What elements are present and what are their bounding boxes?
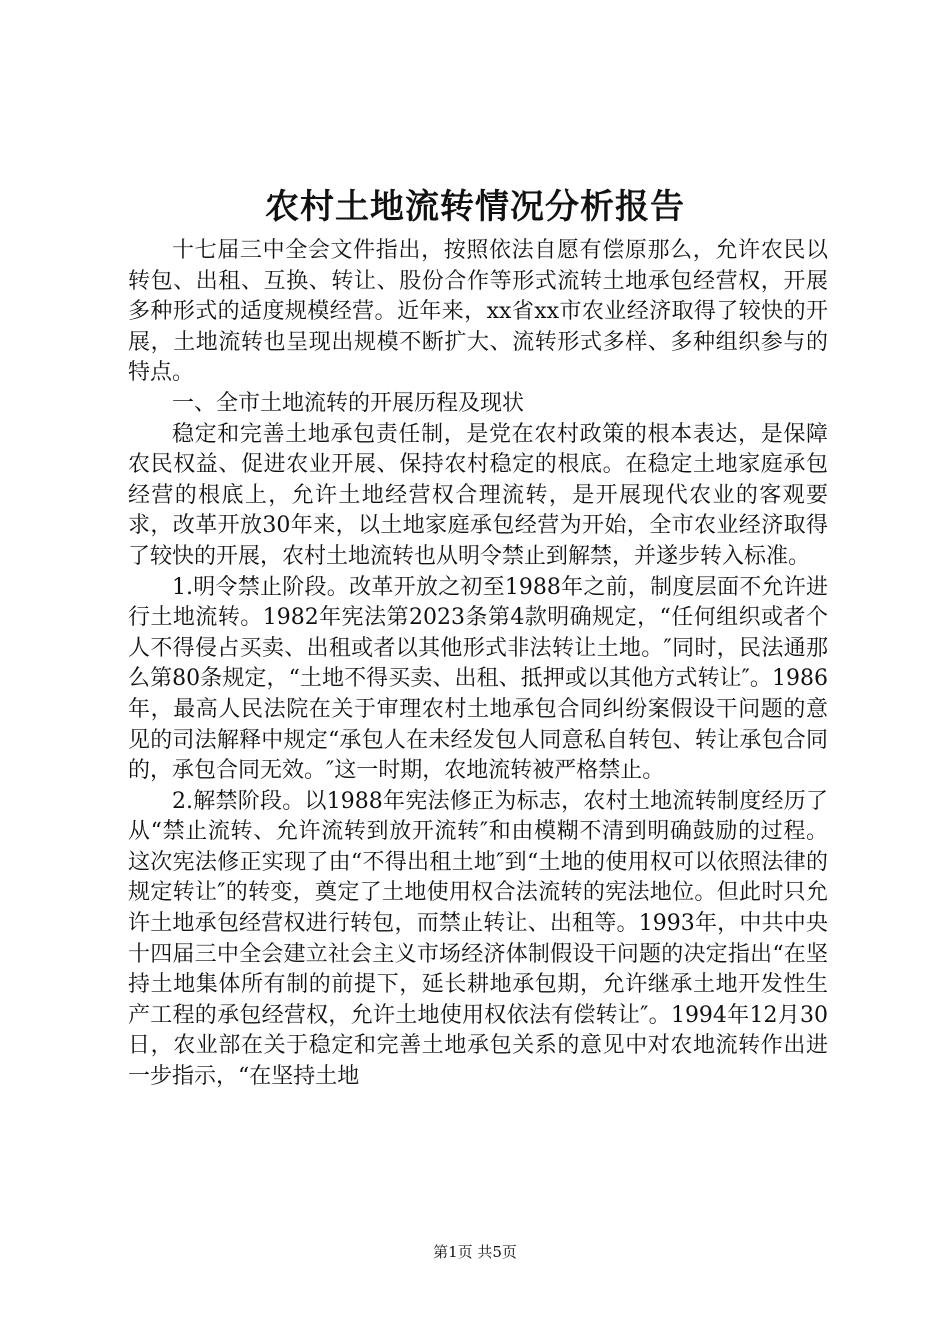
paragraph-background: 稳定和完善土地承包责任制，是党在农村政策的根本表达，是保障农民权益、促进农业开展、保持农村稳定的根底。在稳定土地家庭承包经营的根底上，允许土地经营权合理流转，是开展现代农业的客观要求，改革开放30年来，以土地家庭承包经营为开始，全市农业经济取得了较快的开展，农村土地流转也从明令禁止到解禁，并遂步转入标准。 [128,421,828,569]
page-footer: 第1页 共5页 [433,1243,517,1261]
document-title: 农村土地流转情况分析报告 [265,187,685,227]
paragraph-stage-2: 2.解禁阶段。以1988年宪法修正为标志，农村土地流转制度经历了从“禁止流转、允许流转到放开流转″和由模糊不清到明确鼓励的过程。这次宪法修正实现了由“不得出租土地″到“土地的使用权可以依照法律的规定转让″的转变，奠定了土地使用权合法流转的宪法地位。但此时只允许土地承包经营权进行转包，而禁止转让、出租等。1993年，中共中央十四届三中全会建立社会主义市场经济体制假设干问题的决定指出“在坚持土地集体所有制的前提下，延长耕地承包期，允许继承土地开发性生产工程的承包经营权，允许土地使用权依法有偿转让″。1994年12月30日，农业部在关于稳定和完善土地承包关系的意见中对农地流转作出进一步指示，“在坚持土地 [128,788,828,1090]
section-heading: 一、全市土地流转的开展历程及现状 [172,390,525,416]
paragraph-stage-1: 1.明令禁止阶段。改革开放之初至1988年之前，制度层面不允许进行土地流转。1982年宪法第2023条第4款明确规定，“任何组织或者个人不得侵占买卖、出租或者以其他形式非法转让土地。″同时，民法通那么第80条规定，“土地不得买卖、出租、抵押或以其他方式转让″。1986年，最高人民法院在关于审理农村土地承包合同纠纷案假设干问题的意见的司法解释中规定“承包人在未经发包人同意私自转包、转让承包合同的，承包合同无效。″这一时期，农地流转被严格禁止。 [128,574,828,784]
document-body [128,236,828,1093]
paragraph-intro: 十七届三中全会文件指出，按照依法自愿有偿原那么，允许农民以转包、出租、互换、转让、股份合作等形式流转土地承包经营权，开展多种形式的适度规模经营。近年来，xx省xx市农业经济取得了较快的开展，土地流转也呈现出规模不断扩大、流转形式多样、多种组织参与的特点。 [128,238,828,386]
